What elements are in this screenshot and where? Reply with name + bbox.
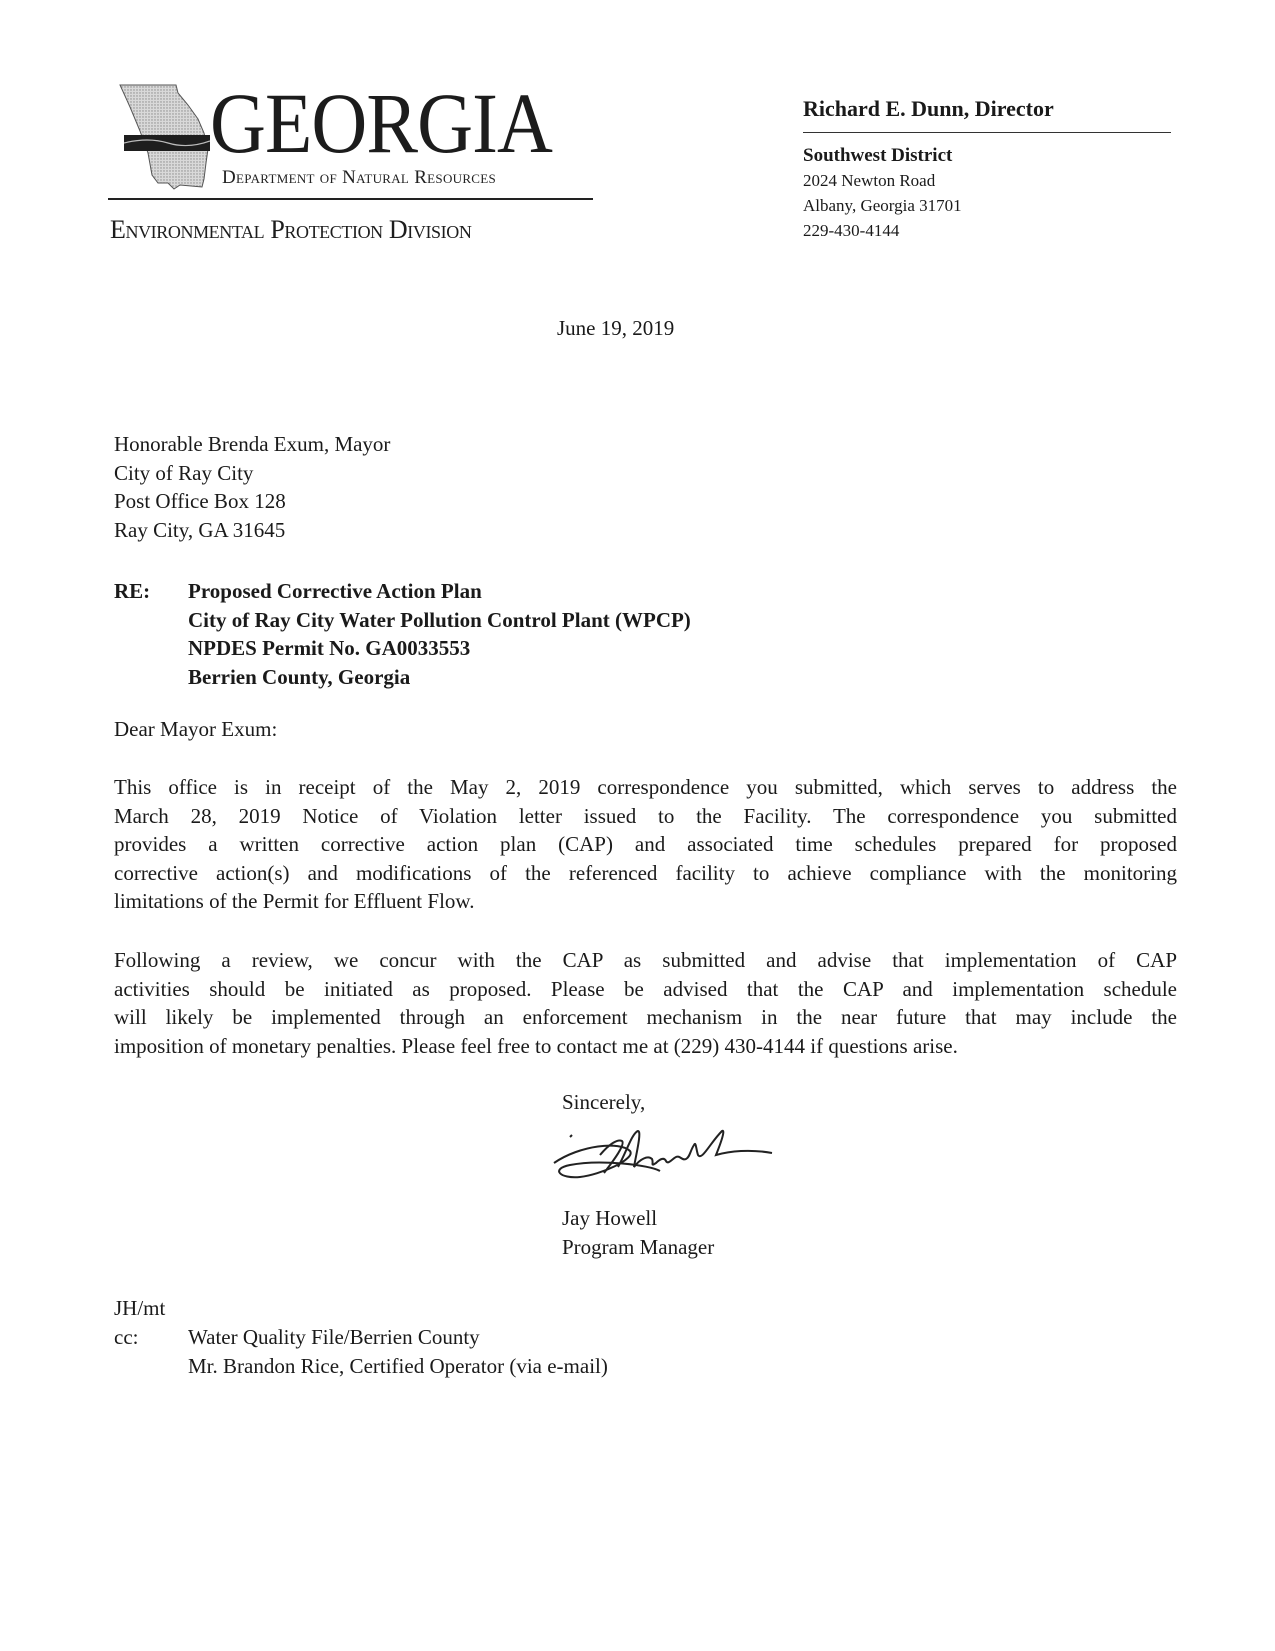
- body-paragraph-2: [114, 946, 1177, 1060]
- letterhead-division: Environmental Protection Division: [110, 215, 472, 244]
- letterhead-title: GEORGIA: [210, 75, 552, 171]
- paragraph-line: provides a written corrective action plan (CAP) and associated time schedules prepared for proposed: [114, 832, 1177, 856]
- closing: Sincerely,: [562, 1090, 646, 1114]
- paragraph-line: corrective action(s) and modifications of the referenced facility to achieve compliance with the monitoring: [114, 860, 1177, 885]
- cc-item: Mr. Brandon Rice, Certified Operator (via e-mail): [188, 1353, 608, 1378]
- recipient-address: [114, 430, 390, 544]
- paragraph-line: limitations of the Permit for Effluent Flow.: [114, 889, 475, 913]
- subject-line: NPDES Permit No. GA0033553: [188, 636, 471, 660]
- signer-title: Program Manager: [562, 1234, 715, 1259]
- cc-label: cc:: [114, 1325, 139, 1349]
- signer-name: Jay Howell: [562, 1206, 658, 1230]
- paragraph-line: imposition of monetary penalties. Please feel free to contact me at (229) 430-4144 if questions arise.: [114, 1033, 958, 1058]
- letterhead-divider: [108, 198, 593, 200]
- paragraph-line: This office is in receipt of the May 2, 2019 correspondence you submitted, which serves to address the: [114, 775, 1177, 799]
- recipient-line: Ray City, GA 31645: [114, 517, 286, 542]
- georgia-state-map-logo: [118, 83, 210, 191]
- paragraph-line: activities should be initiated as proposed. Please be advised that the CAP and implementation schedule: [114, 976, 1177, 1001]
- paragraph-line: will likely be implemented through an enforcement mechanism in the near future that may include the: [114, 1005, 1177, 1029]
- paragraph-line: Following a review, we concur with the CAP as submitted and advise that implementation of CAP: [114, 948, 1177, 972]
- cc-list: [188, 1323, 608, 1380]
- paragraph-line: March 28, 2019 Notice of Violation letter issued to the Facility. The correspondence you submitted: [114, 803, 1177, 828]
- address-line-2: Albany, Georgia 31701: [803, 196, 962, 215]
- office-phone: 229-430-4144: [803, 221, 900, 240]
- letter-date: June 19, 2019: [557, 316, 675, 340]
- cc-item: Water Quality File/Berrien County: [188, 1325, 480, 1349]
- director-name: Richard E. Dunn, Director: [803, 96, 1054, 121]
- recipient-line: Post Office Box 128: [114, 489, 286, 513]
- subject-label: RE:: [114, 579, 151, 603]
- subject-line: City of Ray City Water Pollution Control Plant (WPCP): [188, 607, 691, 632]
- subject-line: Proposed Corrective Action Plan: [188, 579, 482, 603]
- body-paragraph-1: [114, 773, 1177, 916]
- recipient-line: City of Ray City: [114, 460, 254, 485]
- subject-lines: [188, 577, 691, 691]
- district-name: Southwest District: [803, 145, 953, 166]
- typist-initials: JH/mt: [114, 1296, 166, 1320]
- director-divider: [803, 132, 1171, 133]
- salutation: Dear Mayor Exum:: [114, 717, 278, 741]
- subject-line: Berrien County, Georgia: [188, 664, 411, 689]
- address-line-1: 2024 Newton Road: [803, 171, 936, 190]
- signer-block: [562, 1204, 714, 1261]
- recipient-line: Honorable Brenda Exum, Mayor: [114, 432, 391, 456]
- handwritten-signature: [540, 1115, 785, 1195]
- letterhead-subtitle: Department of Natural Resources: [222, 167, 497, 188]
